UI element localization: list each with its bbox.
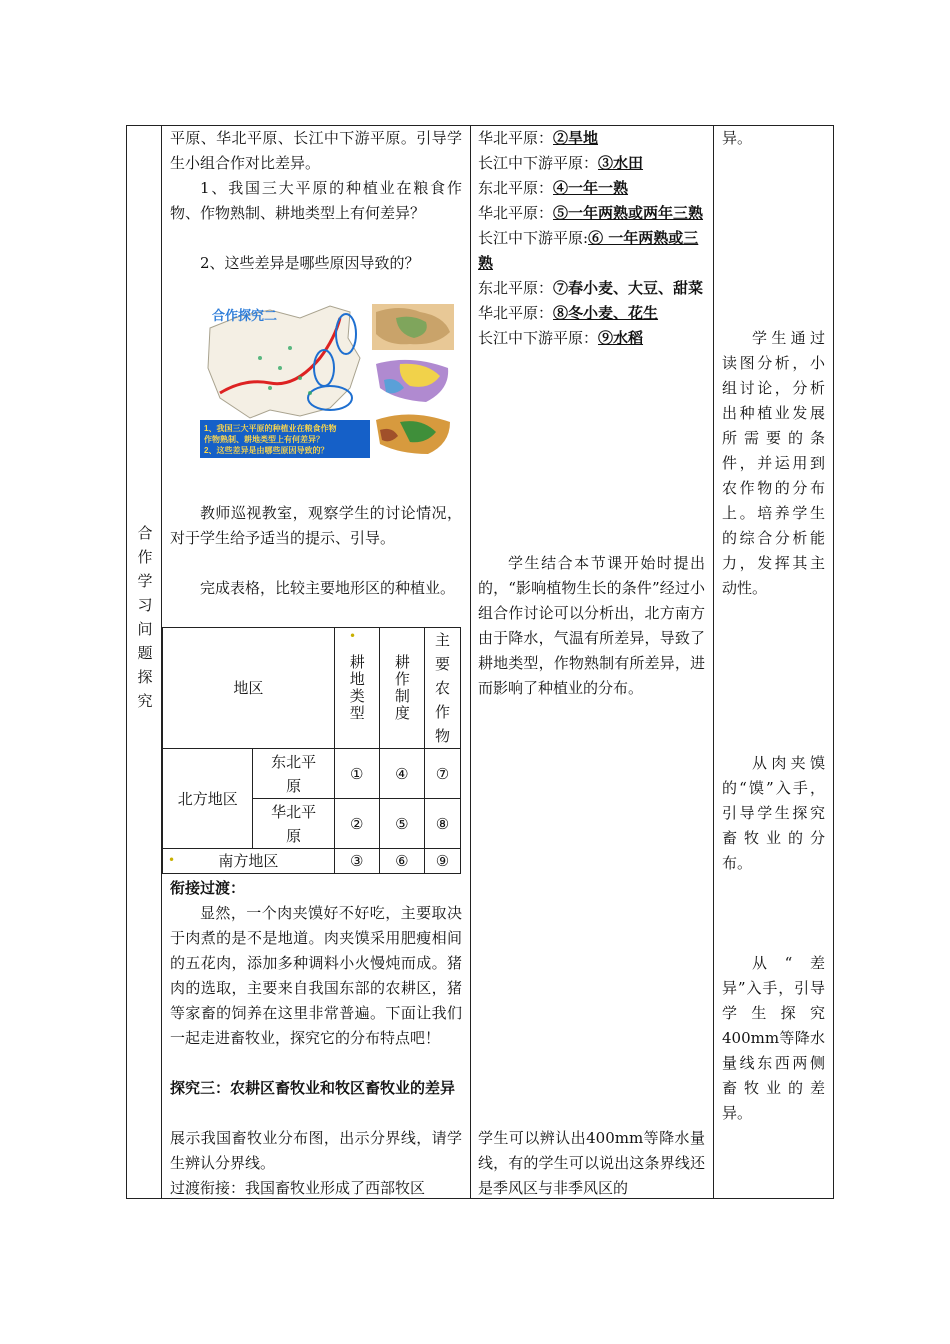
answer-line: 华北平原：②旱地 bbox=[478, 129, 599, 147]
lesson-table bbox=[126, 125, 834, 1199]
cell-2: ② bbox=[334, 799, 379, 849]
student-answers bbox=[478, 126, 705, 351]
student-activity-column bbox=[471, 126, 714, 1198]
figure-question-1: 1、我国三大平原的种植业在粮食作物 bbox=[204, 424, 337, 433]
student-identify-line: 学生可以辨认出400mm等降水量线，有的学生可以说出这条界线还是季风区与非季风区的 bbox=[478, 1129, 705, 1197]
student-discussion: 学生结合本节课开始时提出的，“影响植物生长的条件”经过小组合作讨论可以分析出，北方南方由于降水，气温有所差异，导致了耕地类型，作物熟制有所差异，进而影响了种植业的分布。 bbox=[478, 554, 705, 697]
cell-6: ⑥ bbox=[379, 849, 424, 874]
row-south: 南方地区 bbox=[163, 849, 335, 874]
transition-title: 衔接过渡： bbox=[170, 879, 246, 897]
header-main-crop: 主要农作物 bbox=[424, 628, 460, 749]
teacher-patrol-paragraph: 教师巡视教室，观察学生的讨论情况，对于学生给予适当的提示、引导。 bbox=[170, 504, 462, 547]
inquiry-3-text: 展示我国畜牧业分布图，出示分界线，请学生辨认分界线。 bbox=[170, 1129, 462, 1172]
cell-7: ⑦ bbox=[424, 749, 460, 799]
transition-text: 显然，一个肉夹馍好不好吃，主要取决于肉煮的是不是地道。肉夹馍采用肥瘦相间的五花肉，添加多种调料小火慢炖而成。猪肉的选取，主要来自我国东部的农耕区，猪等家畜的饲养在这里非常普遍。下面让我们一起走进畜牧业，探究它的分布特点吧！ bbox=[170, 904, 462, 1047]
question-1: 1、我国三大平原的种植业在粮食作物、作物熟制、耕地类型上有何差异？ bbox=[170, 179, 462, 222]
figure-question-1b: 作物熟制、耕地类型上有何差异？ bbox=[204, 435, 324, 444]
decorative-dot: • bbox=[349, 629, 357, 643]
answer-line: 长江中下游平原:⑥ 一年两熟或三熟 bbox=[478, 229, 699, 272]
intent-3: 从“差异”入手，引导学生探究400mm等降水量线东西两侧畜牧业的差异。 bbox=[722, 954, 825, 1122]
china-map-figure bbox=[200, 298, 458, 458]
intent-top: 异。 bbox=[722, 129, 753, 147]
intent-2: 从肉夹馍的“馍”入手，引导学生探究畜牧业的分布。 bbox=[722, 754, 825, 872]
design-intent-column bbox=[714, 126, 833, 1198]
answer-line: 长江中下游平原：⑨水稻 bbox=[478, 329, 644, 347]
answer-line: 东北平原：⑦春小麦、大豆、甜菜 bbox=[478, 279, 704, 297]
row-huabei: 华北平原 bbox=[253, 799, 334, 849]
row-dongbei: 东北平原 bbox=[253, 749, 334, 799]
stage-column bbox=[127, 126, 162, 1198]
transition-last-line: 过渡衔接：我国畜牧业形成了西部牧区 bbox=[170, 1179, 426, 1197]
teacher-activity-column bbox=[162, 126, 471, 1198]
decorative-dot: • bbox=[168, 853, 176, 867]
cell-3: ③ bbox=[334, 849, 379, 874]
figure-title: 合作探究二 bbox=[212, 308, 278, 323]
intro-paragraph: 平原、华北平原、长江中下游平原。引导学生小组合作对比差异。 bbox=[170, 129, 462, 172]
table-instruction: 完成表格，比较主要地形区的种植业。 bbox=[200, 579, 456, 597]
cell-9: ⑨ bbox=[424, 849, 460, 874]
answer-line: 东北平原：④一年一熟 bbox=[478, 179, 629, 197]
cell-8: ⑧ bbox=[424, 799, 460, 849]
figure-question-2: 2、这些差异是由哪些原因导致的？ bbox=[204, 446, 329, 455]
answer-line: 长江中下游平原：③水田 bbox=[478, 154, 644, 172]
row-north: 北方地区 bbox=[163, 749, 253, 849]
planting-comparison-table bbox=[162, 627, 461, 874]
answer-line: 华北平原：⑤一年两熟或两年三熟 bbox=[478, 204, 704, 222]
header-land-type: 耕地类型 bbox=[334, 628, 379, 749]
inquiry-figure bbox=[200, 298, 458, 458]
intent-1: 学生通过读图分析，小组讨论，分析出种植业发展所需要的条件，并运用到农作物的分布上。培养学生的综合分析能力，发挥其主动性。 bbox=[722, 329, 825, 597]
question-2: 2、这些差异是哪些原因导致的？ bbox=[200, 254, 420, 272]
inquiry-3-title: 探究三：农耕区畜牧业和牧区畜牧业的差异 bbox=[170, 1079, 456, 1097]
header-region: 地区 bbox=[163, 628, 335, 749]
stage-label: 合 作 学 习 问 题 探 究 bbox=[137, 524, 153, 710]
cell-1: ① bbox=[334, 749, 379, 799]
cell-5: ⑤ bbox=[379, 799, 424, 849]
cell-4: ④ bbox=[379, 749, 424, 799]
header-crop-cycle: 耕作制度 bbox=[379, 628, 424, 749]
answer-line: 华北平原：⑧冬小麦、花生 bbox=[478, 304, 659, 322]
